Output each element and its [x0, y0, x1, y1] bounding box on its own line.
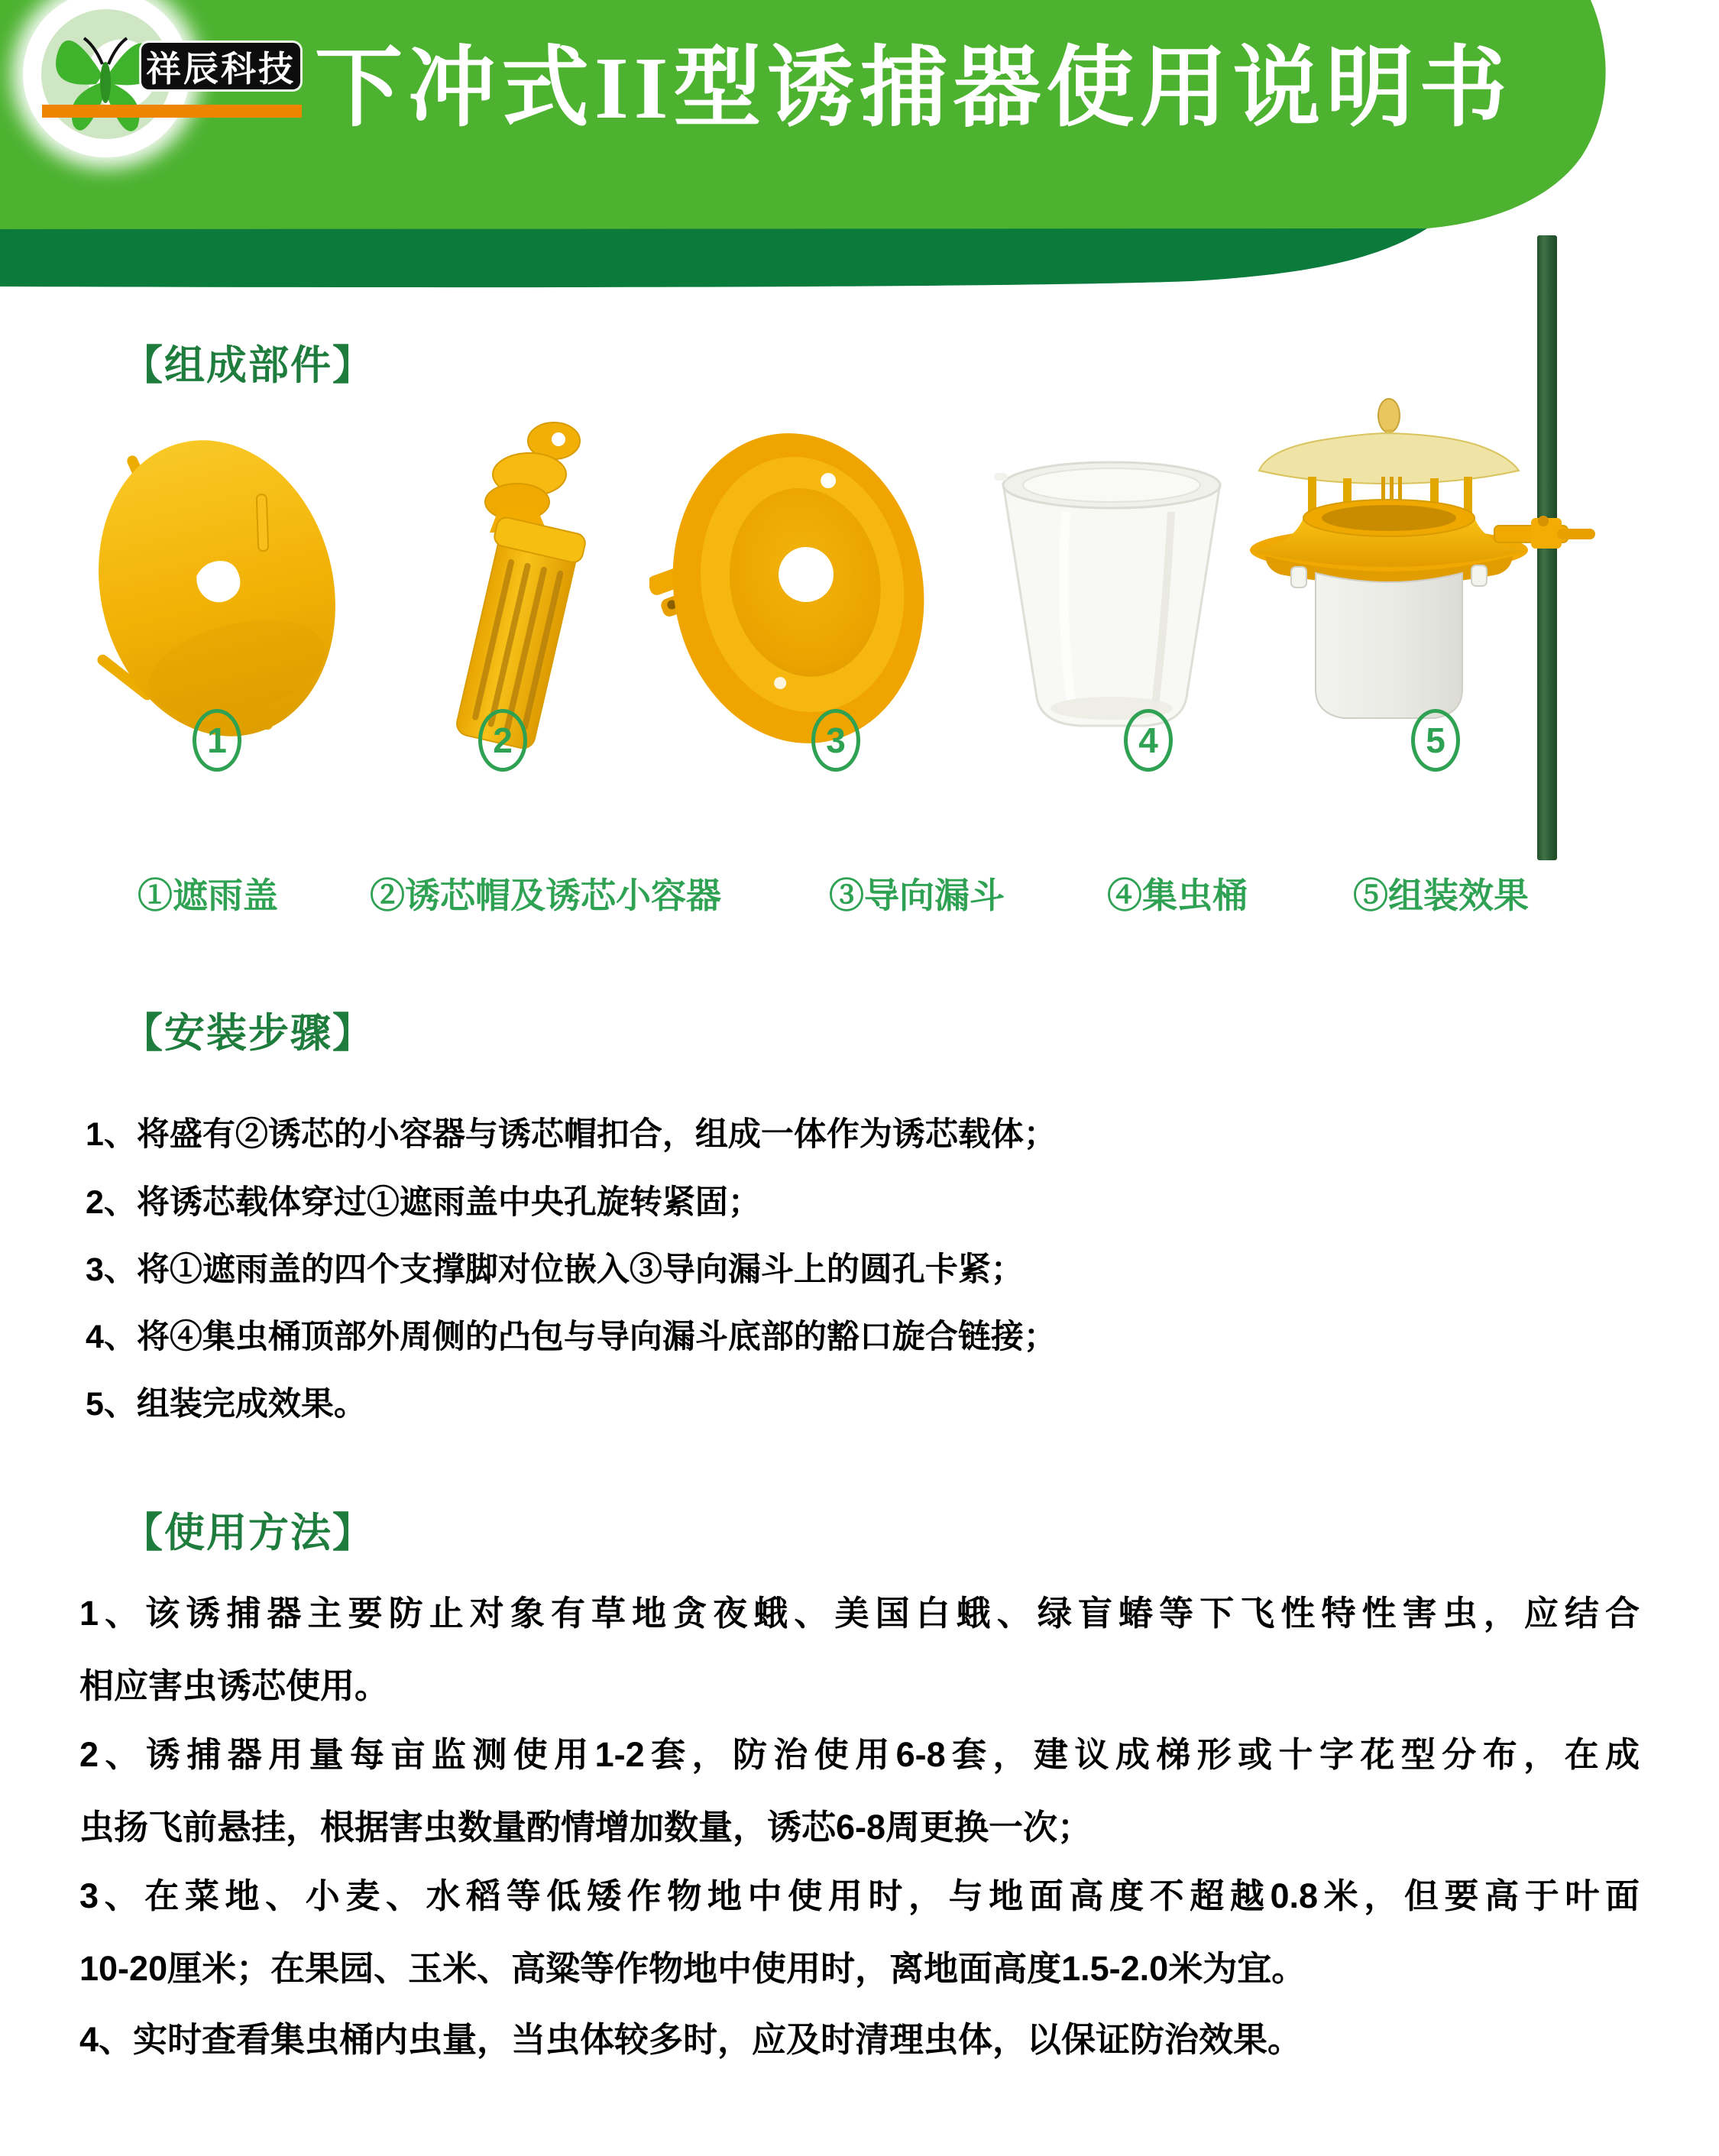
- install-step-4: 4、将④集虫桶顶部外周侧的凸包与导向漏斗底部的豁口旋合链接；: [86, 1319, 1057, 1355]
- install-step-2: 2、将诱芯载体穿过①遮雨盖中央孔旋转紧固；: [86, 1184, 761, 1221]
- section-heading-parts: 【组成部件】: [122, 343, 374, 388]
- header-dark-band: [0, 227, 1427, 287]
- part-number-4: 4: [1124, 709, 1173, 772]
- guide-funnel-image: [649, 420, 934, 766]
- part-label-funnel: ③导向漏斗: [829, 876, 1005, 915]
- usage-line-5: 3、在菜地、小麦、水稻等低矮作物地中使用时，与地面高度不超越0.8米，但要高于叶面: [79, 1876, 1640, 1915]
- usage-line-1: 1、该诱捕器主要防止对象有草地贪夜蛾、美国白蛾、绿盲蝽等下飞性特性害虫，应结合: [79, 1594, 1640, 1633]
- assembled-trap-image: [1215, 397, 1601, 733]
- usage-line-2: 相应害虫诱芯使用。: [79, 1666, 390, 1705]
- part-number-5: 5: [1411, 709, 1460, 772]
- usage-line-3: 2、诱捕器用量每亩监测使用1-2套，防治使用6-8套，建议成梯形或十字花型分布，在成: [79, 1735, 1640, 1774]
- part-label-lure-cap: ②诱芯帽及诱芯小容器: [370, 876, 721, 915]
- lure-cap-container-image: [401, 409, 638, 768]
- part-label-bucket: ④集虫桶: [1107, 876, 1248, 915]
- install-step-5: 5、组装完成效果。: [86, 1386, 367, 1423]
- section-heading-install: 【安装步骤】: [122, 1011, 374, 1056]
- page-title: 下冲式II型诱捕器使用说明书: [315, 40, 1513, 137]
- part-number-1: 1: [193, 709, 241, 772]
- install-step-1: 1、将盛有②诱芯的小容器与诱芯帽扣合，组成一体作为诱芯载体；: [86, 1116, 1057, 1153]
- brand-underline: [42, 105, 302, 118]
- part-label-assembled: ⑤组装效果: [1353, 876, 1529, 915]
- usage-line-7: 4、实时查看集虫桶内虫量，当虫体较多时，应及时清理虫体，以保证防治效果。: [79, 2020, 1303, 2059]
- usage-line-4: 虫扬飞前悬挂，根据害虫数量酌情增加数量，诱芯6-8周更换一次；: [79, 1808, 1093, 1847]
- insect-bucket-image: [982, 439, 1242, 743]
- usage-line-6: 10-20厘米；在果园、玉米、高粱等作物地中使用时，离地面高度1.5-2.0米为宜。: [79, 1949, 1306, 1988]
- part-number-3: 3: [811, 709, 860, 772]
- part-number-2: 2: [478, 709, 527, 772]
- brand-name: 祥辰科技: [141, 43, 300, 89]
- section-heading-usage: 【使用方法】: [122, 1510, 374, 1555]
- part-label-rain-cover: ①遮雨盖: [138, 876, 278, 915]
- install-step-3: 3、将①遮雨盖的四个支撑脚对位嵌入③导向漏斗上的圆孔卡紧；: [86, 1251, 1024, 1288]
